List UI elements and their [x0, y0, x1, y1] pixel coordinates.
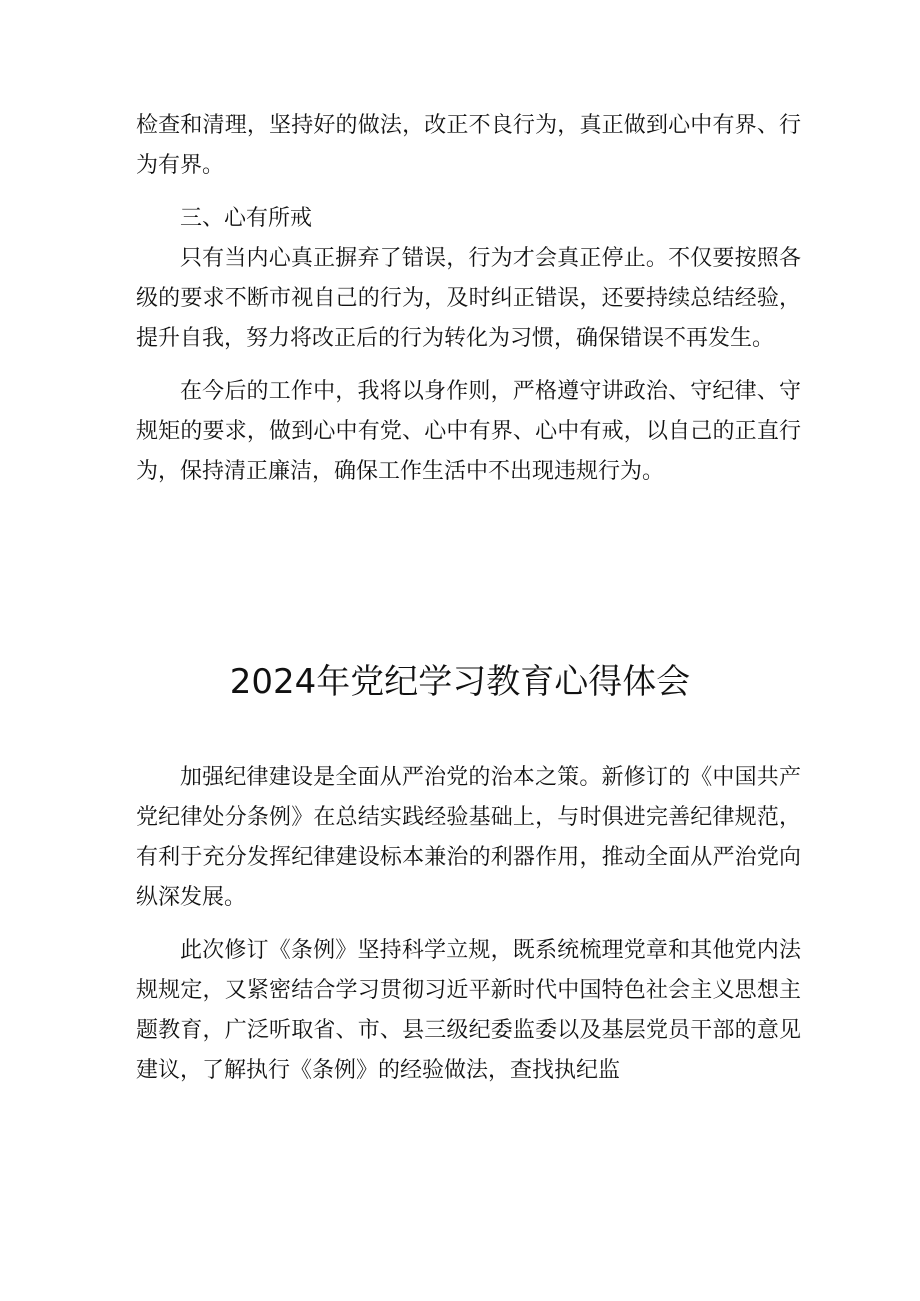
article-title: 2024年党纪学习教育心得体会: [229, 662, 691, 702]
continued-paragraph: 检查和清理，坚持好的做法，改正不良行为，真正做到心中有界、行为有界。: [136, 113, 801, 178]
article-body: [136, 758, 801, 1091]
article-paragraph-1: 加强纪律建设是全面从严治党的治本之策。新修订的《中国共产党纪律处分条例》在总结实践经验基础上，与时俱进完善纪律规范，有利于充分发挥纪律建设标本兼治的利器作用，推动全面从严治党向纵深发展。: [136, 765, 801, 910]
section-three-paragraph-2: 在今后的工作中，我将以身作则，严格遵守讲政治、守纪律、守规矩的要求，做到心中有党、心中有界、心中有戒，以自己的正直行为，保持清正廉洁，确保工作生活中不出现违规行为。: [136, 379, 801, 484]
section-heading-three: 三、心有所戒: [180, 206, 313, 231]
section-three-paragraph-1: 只有当内心真正摒弃了错误，行为才会真正停止。不仅要按照各级的要求不断市视自己的行为，及时纠正错误，还要持续总结经验，提升自我，努力将改正后的行为转化为习惯，确保错误不再发生。: [136, 246, 801, 351]
article-paragraph-2: 此次修订《条例》坚持科学立规，既系统梳理党章和其他党内法规规定，又紧密结合学习贯彻习近平新时代中国特色社会主义思想主题教育，广泛听取省、市、县三级纪委监委以及基层党员干部的意见建议，了解执行《条例》的经验做法，查找执纪监: [136, 938, 801, 1083]
previous-section: [136, 106, 801, 492]
